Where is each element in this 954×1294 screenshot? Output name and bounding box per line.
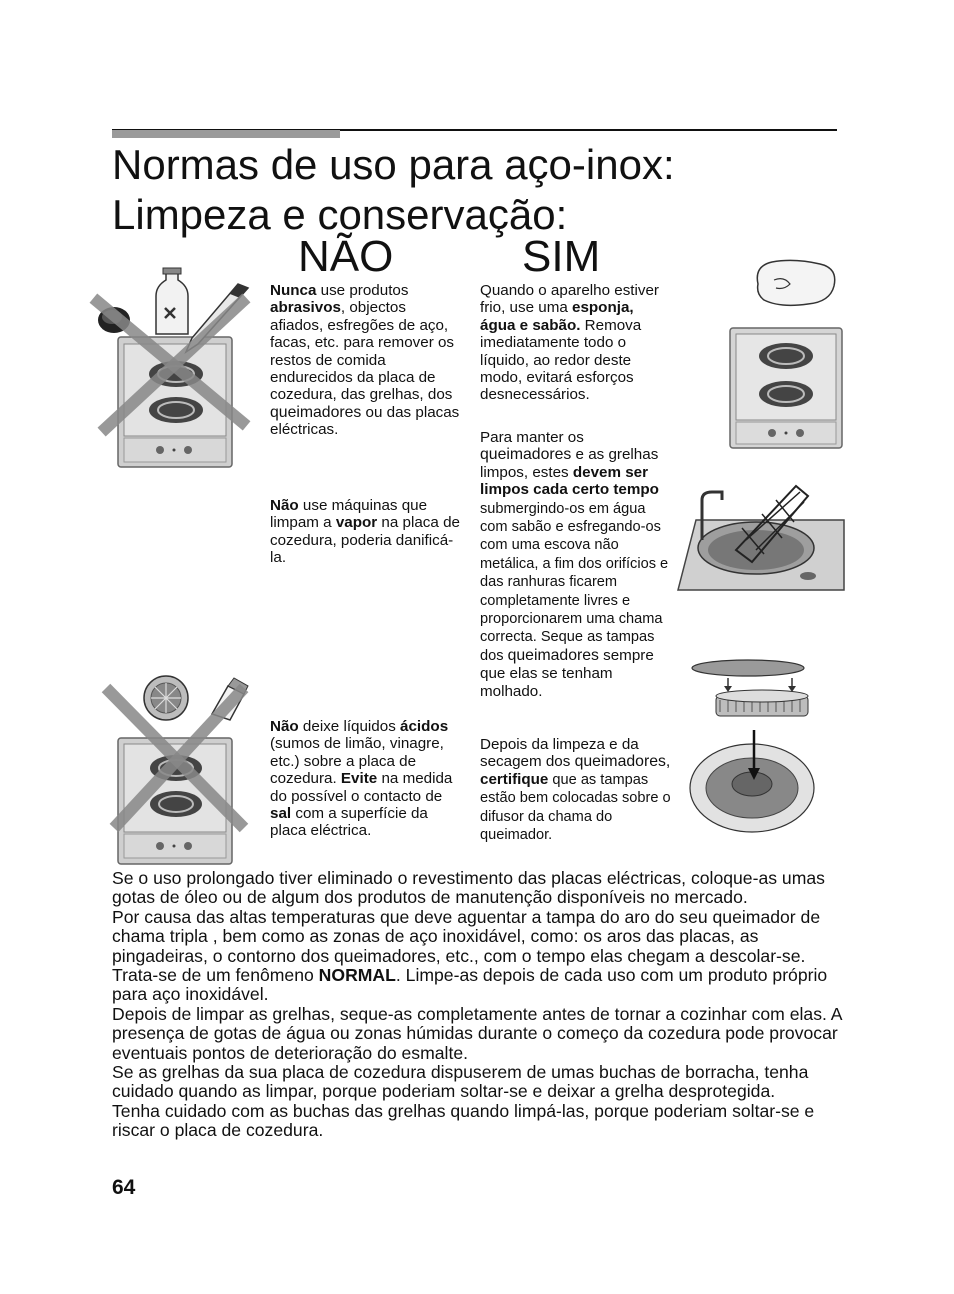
page-title (112, 140, 675, 240)
text: deixe líquidos (298, 718, 401, 735)
yes-text-burners (480, 429, 672, 700)
text: com a superfície da placa eléctrica. (270, 805, 428, 840)
header-no: NÃO (298, 232, 394, 281)
clean-hob-illustration (728, 326, 846, 452)
text-bold: Nunca (270, 282, 317, 299)
text: Quando o aparelho estiver frio, use uma (480, 282, 659, 317)
title-line-2: Limpeza e conservação: (112, 191, 568, 238)
text: submergindo-os em água com sabão e esfregando-os com uma escova não metálica, a fim dos orifícios e das ranhuras ficarem completamente livres e proporcionarem uma chama correcta. Seque as tampas dos (480, 500, 669, 664)
text-bold: vapor (335, 514, 378, 532)
header-yes: SIM (522, 232, 601, 281)
yes-text-sponge (480, 282, 672, 404)
text: (sumos de limão, vinagre, etc.) sobre a placa de cozedura. (270, 735, 444, 788)
text: na medida do possível o contacto de (270, 770, 453, 805)
paragraph: Tenha cuidado com as buchas das grelhas quando limpá-las, porque poderiam soltar-se e riscar o placa de cozedura. (112, 1100, 815, 1141)
paragraph: Depois de limpar as grelhas, seque-as completamente antes de tornar a cozinhar com elas. A presença de gotas de água ou zonas húmidas durante o começo da cozedura pode provocar eventuais pontos de deterioração do esmalte. (112, 1003, 842, 1063)
text-bold: Evite (340, 770, 378, 788)
burner-cap-assembly-illustration (690, 656, 820, 836)
paragraph: Se o uso prolongado tiver eliminado o revestimento das placas eléctricas, coloque-as umas gotas de óleo ou de algum dos produtos de manutenção disponíveis no mercado. (112, 868, 825, 908)
text: . Limpe-as depois de cada uso com um produto próprio para aço inoxidável. (112, 965, 828, 1005)
text-bold: certifique (480, 770, 549, 788)
hob-acids-crossed-illustration (96, 668, 256, 868)
text: ou das placas eléctricas. (270, 403, 460, 439)
hob-abrasives-crossed-illustration (92, 262, 252, 472)
text: queimadores, (574, 753, 671, 771)
text-bold: devem ser limpos cada certo tempo (480, 463, 659, 499)
text: queimadores (270, 403, 362, 421)
text: e as grelhas limpos, estes (480, 446, 659, 481)
text: Depois da limpeza e da secagem dos (480, 736, 639, 771)
page-number: 64 (112, 1176, 136, 1199)
paragraph (112, 908, 842, 1005)
paragraph: Se as grelhas da sua placa de cozedura dispuserem de umas buchas de borracha, tenha cuidado quando as limpar, porque poderiam soltar-se e deixar a grelha desprotegida. (112, 1062, 809, 1102)
yes-text-caps (480, 736, 672, 844)
no-text-acids (270, 718, 462, 840)
no-text-steam (270, 497, 462, 567)
sponge-illustration (750, 256, 840, 312)
text: queimadores (507, 646, 599, 664)
text: Remova imediatamente todo o líquido, ao redor deste modo, evitará esforços desnecessários. (480, 316, 642, 404)
title-line-1: Normas de uso para aço-inox: (112, 141, 675, 188)
text: Por causa das altas temperaturas que deve aguentar a tampa do aro do seu queimador de chama tripla , bem como as zonas de aço inoxidável, como: os aros das placas, as pingadeiras, o contorno dos queimadores, etc., com o tempo elas chegam a descolar-se. Trata-se de um fenômeno (112, 906, 821, 986)
text: na placa de cozedura, poderia danificá-la. (270, 514, 460, 567)
text: queimadores (480, 446, 572, 464)
no-text-abrasives (270, 282, 462, 439)
text: use produtos (316, 282, 409, 299)
text-bold: abrasivos (270, 299, 341, 317)
text-bold: sal (270, 805, 292, 823)
text: , objectos afiados, esfregões de aço, facas, etc. para remover os restos de comida endurecidos da placa de cozedura, das grelhas, dos (270, 299, 455, 404)
text: Para manter os (480, 429, 584, 446)
text-bold: Não (270, 718, 299, 735)
text: sempre que elas se tenham molhado. (480, 646, 654, 700)
text-bold: esponja, água e sabão. (480, 299, 634, 334)
text-bold: NORMAL (318, 965, 396, 986)
sink-soaking-grid-illustration (676, 480, 846, 594)
text: que as tampas estão bem colocadas sobre o difusor da chama do queimador. (480, 771, 671, 844)
text-bold: ácidos (400, 718, 449, 735)
header-rule-accent (112, 130, 340, 138)
text-bold: Não (270, 497, 299, 514)
main-text (112, 869, 842, 1141)
text: use máquinas que limpam a (270, 497, 428, 532)
